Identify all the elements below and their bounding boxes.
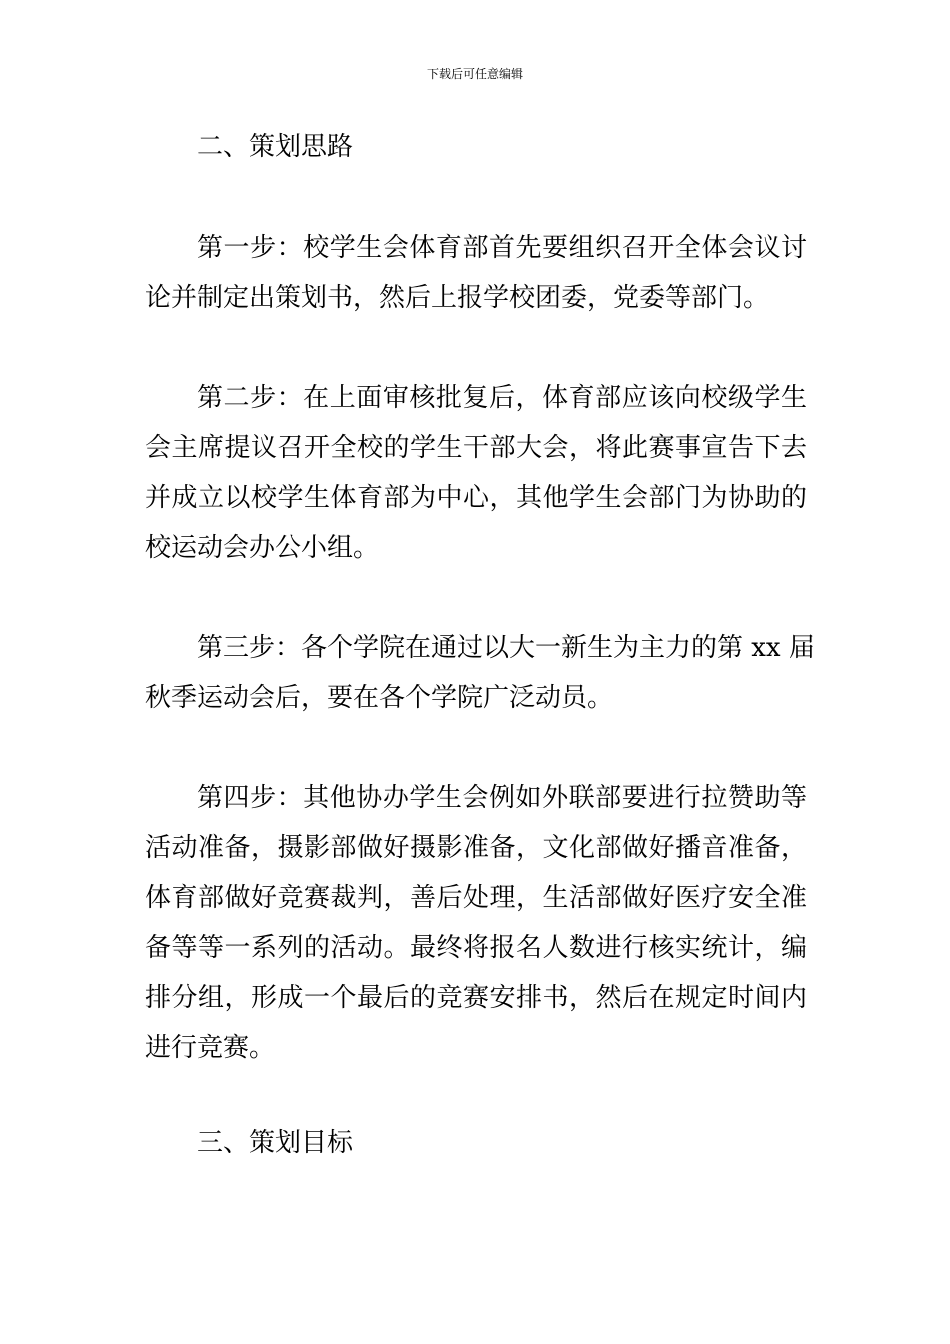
text-line: 第三步：各个学院在通过以大一新生为主力的第 xx 届 <box>197 633 815 663</box>
section-2-heading: 二、策划思路 <box>197 132 354 162</box>
header-note: 下载后可任意编辑 <box>426 67 523 81</box>
text-line: 会主席提议召开全校的学生干部大会，将此赛事宣告下去 <box>145 433 807 463</box>
spacer <box>145 323 807 373</box>
text-line: 第二步：在上面审核批复后，体育部应该向校级学生 <box>197 383 807 413</box>
step-4-paragraph <box>145 773 807 1073</box>
text-line: 进行竞赛。 <box>145 1033 276 1063</box>
step-1-paragraph <box>145 223 807 323</box>
text-line: 排分组，形成一个最后的竞赛安排书，然后在规定时间内 <box>145 983 807 1013</box>
document-body <box>145 127 815 1163</box>
text-line: 论并制定出策划书，然后上报学校团委，党委等部门。 <box>145 283 770 313</box>
text-line: 秋季运动会后，要在各个学院广泛动员。 <box>145 683 614 713</box>
text-line: 第一步：校学生会体育部首先要组织召开全体会议讨 <box>197 233 807 263</box>
text-line: 并成立以校学生体育部为中心，其他学生会部门为协助的 <box>145 483 807 513</box>
text-line: 备等等一系列的活动。最终将报名人数进行核实统计，编 <box>145 933 807 963</box>
step-3-paragraph <box>145 623 815 723</box>
spacer <box>145 167 807 223</box>
section-3-heading: 三、策划目标 <box>197 1128 354 1158</box>
text-line: 第四步：其他协办学生会例如外联部要进行拉赞助等 <box>197 783 807 813</box>
text-line: 校运动会办公小组。 <box>145 533 380 563</box>
spacer <box>145 723 807 773</box>
spacer <box>145 573 807 623</box>
step-2-paragraph <box>145 373 807 573</box>
text-line: 活动准备，摄影部做好摄影准备，文化部做好播音准备， <box>145 833 807 863</box>
spacer <box>145 1073 807 1123</box>
text-line: 体育部做好竞赛裁判，善后处理，生活部做好医疗安全准 <box>145 883 807 913</box>
